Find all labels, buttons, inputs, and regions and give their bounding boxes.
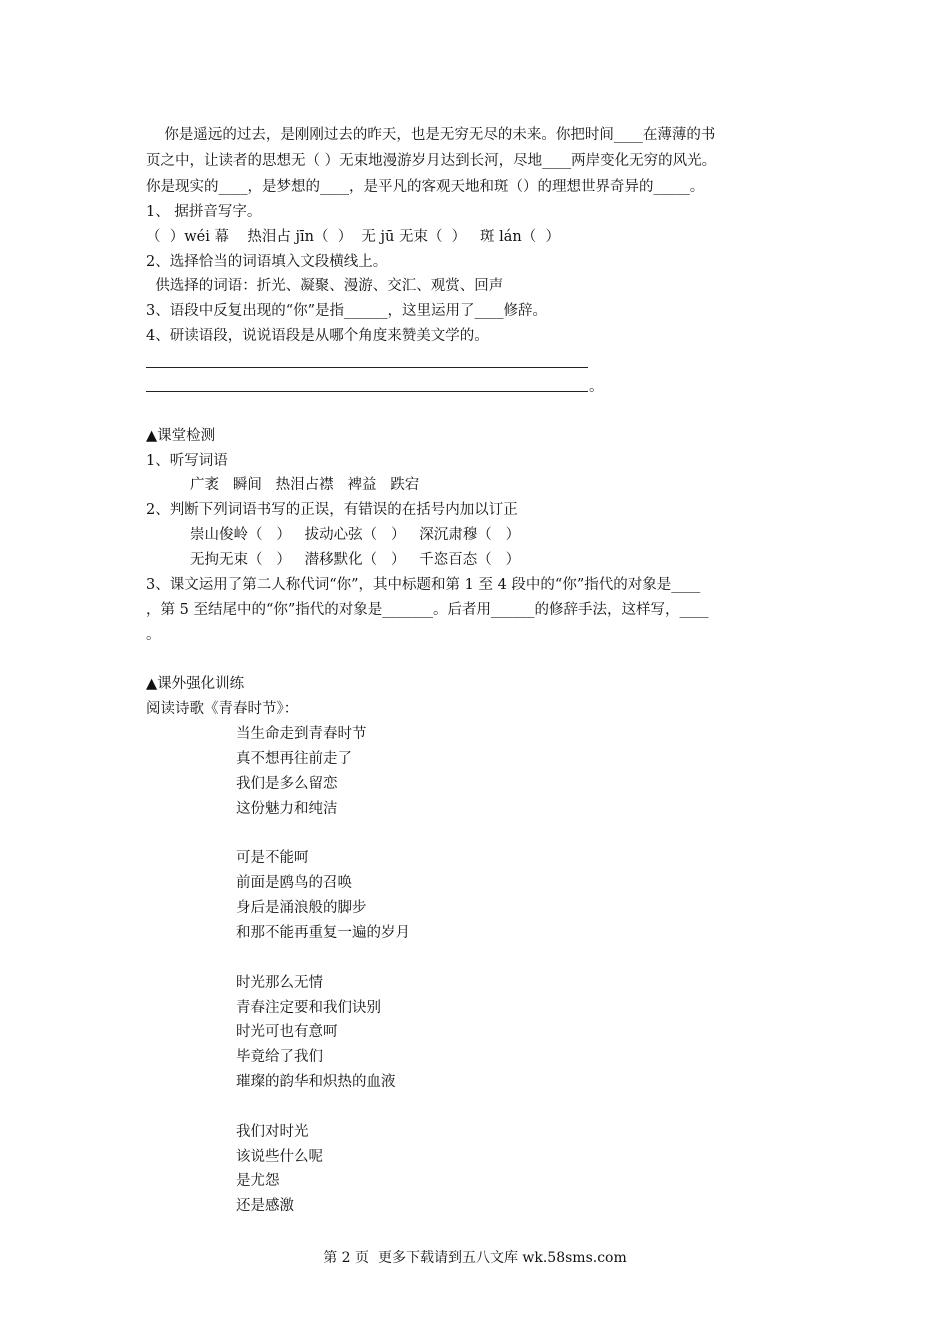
poem-line: 该说些什么呢 [236, 1149, 323, 1165]
poem-line: 当生命走到青春时节 [236, 726, 367, 742]
extra-heading: ▲课外强化训练 [146, 676, 245, 692]
poem-line: 我们对时光 [236, 1124, 309, 1140]
correction-row-2: 无拘无束（ ） 潜移默化（ ） 千恣百态（ ） [190, 552, 521, 568]
classroom-question-3-line-3: 。 [146, 627, 161, 643]
poem-line: 前面是鸥鸟的召唤 [236, 875, 352, 891]
dictation-words: 广袤 瞬间 热泪占襟 裨益 跌宕 [190, 477, 420, 493]
poem-line: 青春注定要和我们诀别 [236, 1000, 381, 1016]
passage-line-2: 页之中，让读者的思想无（ ）无束地漫游岁月达到长河，尽地____两岸变化无穷的风光。 [146, 153, 717, 169]
poem-line: 身后是涌浪般的脚步 [236, 900, 367, 916]
poem-line: 真不想再往前走了 [236, 751, 352, 767]
question-2: 2、选择恰当的词语填入文段横线上。 [146, 254, 388, 270]
question-1: 1、 据拼音写字。 [146, 204, 262, 220]
question-1-items: （ ）wéi 幕 热泪占 jīn（ ） 无 jū 无束（ ） 斑 lán（ ） [146, 229, 560, 245]
question-3: 3、语段中反复出现的“你”是指______，这里运用了____修辞。 [146, 303, 548, 319]
poem-intro: 阅读诗歌《青春时节》： [146, 701, 299, 717]
answer-line-2 [146, 391, 588, 392]
correction-row-1: 崇山俊岭（ ） 拔动心弦（ ） 深沉肃穆（ ） [190, 527, 521, 543]
passage-line-3: 你是现实的____，是梦想的____，是平凡的客观天地和斑（）的理想世界奇异的_____。 [146, 179, 705, 195]
classroom-question-3-line-1: 3、课文运用了第二人称代词“你”，其中标题和第 1 至 4 段中的“你”指代的对象是____ [146, 577, 701, 593]
poem-line: 时光可也有意呵 [236, 1024, 338, 1040]
poem-line: 是尤怨 [236, 1173, 280, 1189]
poem-line: 时光那么无情 [236, 975, 323, 991]
poem-line: 还是感激 [236, 1198, 294, 1214]
poem-line: 这份魅力和纯洁 [236, 801, 338, 817]
question-4: 4、研读语段，说说语段是从哪个角度来赞美文学的。 [146, 328, 489, 344]
answer-line-1 [146, 367, 588, 368]
classroom-question-3-line-2: ，第 5 至结尾中的“你”指代的对象是_______。后者用______的修辞手法，这样写，____ [146, 602, 709, 618]
passage-line-1: 你是遥远的过去，是刚刚过去的昨天，也是无穷无尽的未来。你把时间____在薄薄的书 [146, 127, 716, 143]
classroom-question-2: 2、判断下列词语书写的正误，有错误的在括号内加以订正 [146, 502, 518, 518]
classroom-heading: ▲课堂检测 [146, 428, 216, 444]
poem-line: 我们是多么留恋 [236, 776, 338, 792]
page-footer: 第 2 页 更多下载请到五八文库 wk.58sms.com [323, 1250, 627, 1266]
poem-line: 毕竟给了我们 [236, 1049, 323, 1065]
answer-period: 。 [589, 379, 604, 395]
classroom-question-1: 1、听写词语 [146, 453, 228, 469]
poem-line: 和那不能再重复一遍的岁月 [236, 925, 410, 941]
question-2-choices: 供选择的词语：折光、凝聚、漫游、交汇、观赏、回声 [146, 278, 504, 294]
poem-line: 璀璨的韵华和炽热的血液 [236, 1074, 396, 1090]
poem-line: 可是不能呵 [236, 850, 309, 866]
